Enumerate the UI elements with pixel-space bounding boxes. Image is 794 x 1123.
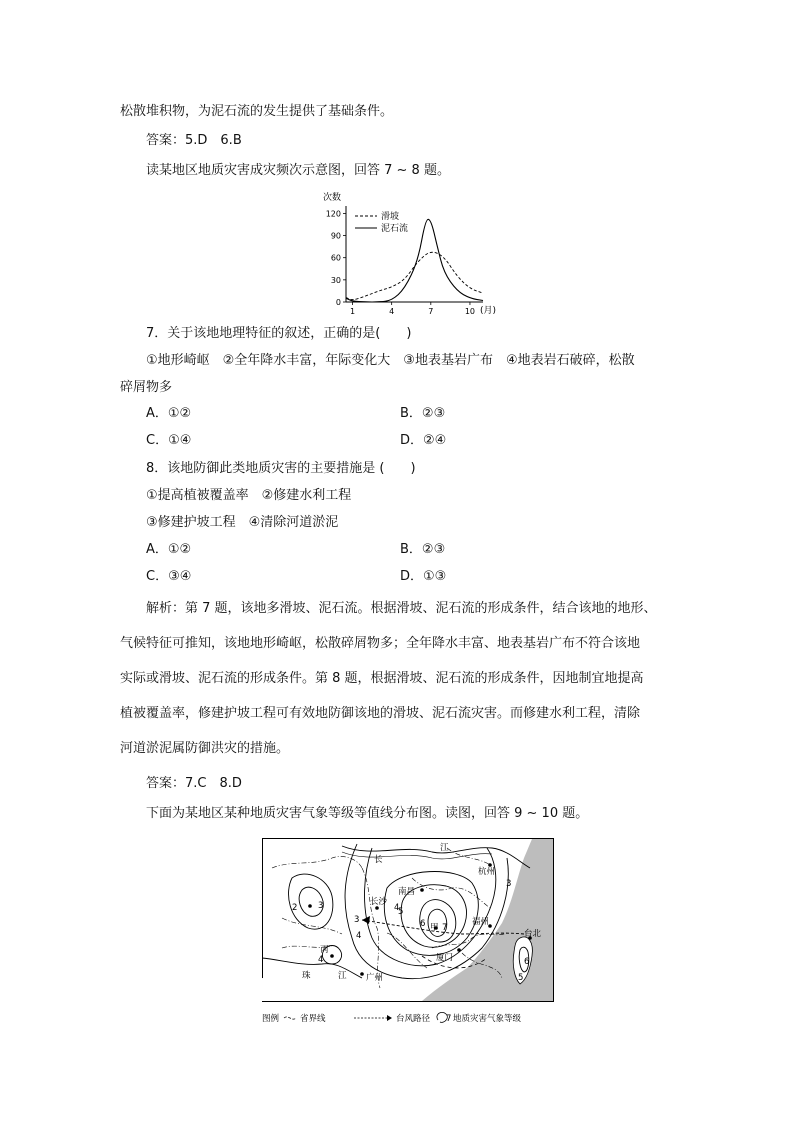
city-nanchang-dot xyxy=(420,888,424,892)
x-tick-label: 1 xyxy=(349,307,356,316)
explanation-line-2: 气候特征可推知，该地地形崎岖，松散碎屑物多；全年降水丰富、地表基岩广布不符合该地 xyxy=(120,636,641,651)
city-xiamen-dot xyxy=(457,948,461,952)
explanation-line-1: 解析：第 7 题，该地多滑坡、泥石流。根据滑坡、泥石流的形成条件，结合该地的地形、 xyxy=(146,601,657,616)
label-bing: 丙 xyxy=(320,945,329,955)
label-xiamen: 厦门 xyxy=(436,953,454,963)
q8-option-a[interactable]: A．①② xyxy=(146,542,192,557)
explanation-line-3: 实际或滑坡、泥石流的形成条件。第 8 题，根据滑坡、泥石流的形成条件，因地制宜地提高 xyxy=(120,671,644,686)
label-fuzhou: 福州 xyxy=(472,917,490,927)
legend-level: 地质灾害气象等级 xyxy=(453,1014,522,1024)
question-7-statements-cont: 碎屑物多 xyxy=(120,380,173,395)
contour-label-7: 7 xyxy=(442,923,448,933)
y-tick-label: 90 xyxy=(330,231,341,241)
q8-option-c[interactable]: C．③④ xyxy=(146,569,192,584)
label-jiang-top: 江 xyxy=(440,843,449,853)
q7-option-a[interactable]: A．①② xyxy=(146,406,192,421)
map-legend xyxy=(262,1012,522,1024)
contour-label-5: 5 xyxy=(398,907,404,917)
question-7-statements: ①地形崎岖 ②全年降水丰富，年际变化大 ③地表基岩广布 ④地表岩石破碎，松散 xyxy=(146,353,635,368)
contour-label-4c: 4 xyxy=(394,903,400,913)
contour-label-4b: 4 xyxy=(318,955,324,965)
label-hangzhou: 杭州 xyxy=(478,867,496,877)
series-debris-flow-line xyxy=(346,219,483,302)
question-8-statements-2: ③修建护坡工程 ④清除河道淤泥 xyxy=(146,515,339,530)
label-jiang-bottom: 江 xyxy=(338,971,347,981)
y-tick-label: 120 xyxy=(325,209,341,219)
point-west-dot xyxy=(308,904,312,908)
q8-option-b[interactable]: B．②③ xyxy=(400,542,446,557)
legend-debris-flow: 泥石流 xyxy=(381,224,409,234)
q7-option-c[interactable]: C．①④ xyxy=(146,433,192,448)
contour-label-4a: 4 xyxy=(356,931,362,941)
label-jia: 甲 xyxy=(430,923,439,933)
contour-label-3c: 3 xyxy=(506,879,512,889)
label-guangzhou: 广州 xyxy=(366,973,384,983)
label-taibei: 台北 xyxy=(524,929,542,939)
contour-label-3b: 3 xyxy=(354,915,360,925)
q7-option-d[interactable]: D．②④ xyxy=(400,433,447,448)
contour-label-3a: 3 xyxy=(318,901,324,911)
y-tick-label: 30 xyxy=(330,275,341,285)
explanation-line-4: 植被覆盖率，修建护坡工程可有效地防御该地的滑坡、泥石流灾害。而修建水利工程，清除 xyxy=(120,706,641,721)
contour-label-2: 2 xyxy=(292,903,298,913)
label-changsha: 长沙 xyxy=(370,897,388,907)
chart-xlabel: (月) xyxy=(480,306,497,316)
question-intro-7-8: 读某地区地质灾害成灾频次示意图，回答 7 ~ 8 题。 xyxy=(146,163,450,178)
city-guangzhou-dot xyxy=(360,972,364,976)
series-slide-line xyxy=(346,252,483,299)
x-tick-label: 7 xyxy=(428,307,434,316)
contour-label-6-taiwan: 6 xyxy=(524,957,530,967)
legend-level-num: 7 xyxy=(446,1014,452,1024)
answer-7-8: 答案：7.C 8.D xyxy=(146,776,242,791)
y-tick-label: 0 xyxy=(335,298,341,307)
explanation-line-5: 河道淤泥属防御洪灾的措施。 xyxy=(120,741,290,756)
label-jiang-chang: 长 xyxy=(374,855,383,865)
text-line-continuation: 松散堆积物，为泥石流的发生提供了基础条件。 xyxy=(120,104,394,119)
question-7: 7．关于该地地理特征的叙述，正确的是( ) xyxy=(146,326,412,341)
x-tick-label: 4 xyxy=(389,307,395,316)
legend-boundary: 省界线 xyxy=(300,1014,326,1024)
question-8-statements-1: ①提高植被覆盖率 ②修建水利工程 xyxy=(146,488,352,503)
q7-option-b[interactable]: B．②③ xyxy=(400,406,446,421)
y-tick-label: 60 xyxy=(330,253,341,263)
legend-slide: 滑坡 xyxy=(381,212,400,222)
q8-option-d[interactable]: D．①③ xyxy=(400,569,447,584)
question-intro-9-10: 下面为某地区某种地质灾害气象等级等值线分布图。读图，回答 9 ~ 10 题。 xyxy=(146,806,589,821)
label-zhu: 珠 xyxy=(302,971,311,981)
disaster-frequency-chart xyxy=(315,188,505,318)
point-bing-dot xyxy=(330,954,334,958)
chart-ylabel: 次数 xyxy=(323,193,342,203)
label-nanchang: 南昌 xyxy=(398,887,416,897)
legend-title: 图例 xyxy=(262,1014,280,1024)
x-tick-label: 10 xyxy=(464,307,476,316)
geohazard-contour-map xyxy=(262,838,554,1028)
legend-typhoon: 台风路径 xyxy=(396,1014,431,1024)
contour-label-6: 6 xyxy=(420,919,426,929)
answer-5-6: 答案：5.D 6.B xyxy=(146,133,242,148)
contour-label-5-taiwan: 5 xyxy=(518,973,524,983)
question-8: 8．该地防御此类地质灾害的主要措施是 ( ) xyxy=(146,461,416,476)
